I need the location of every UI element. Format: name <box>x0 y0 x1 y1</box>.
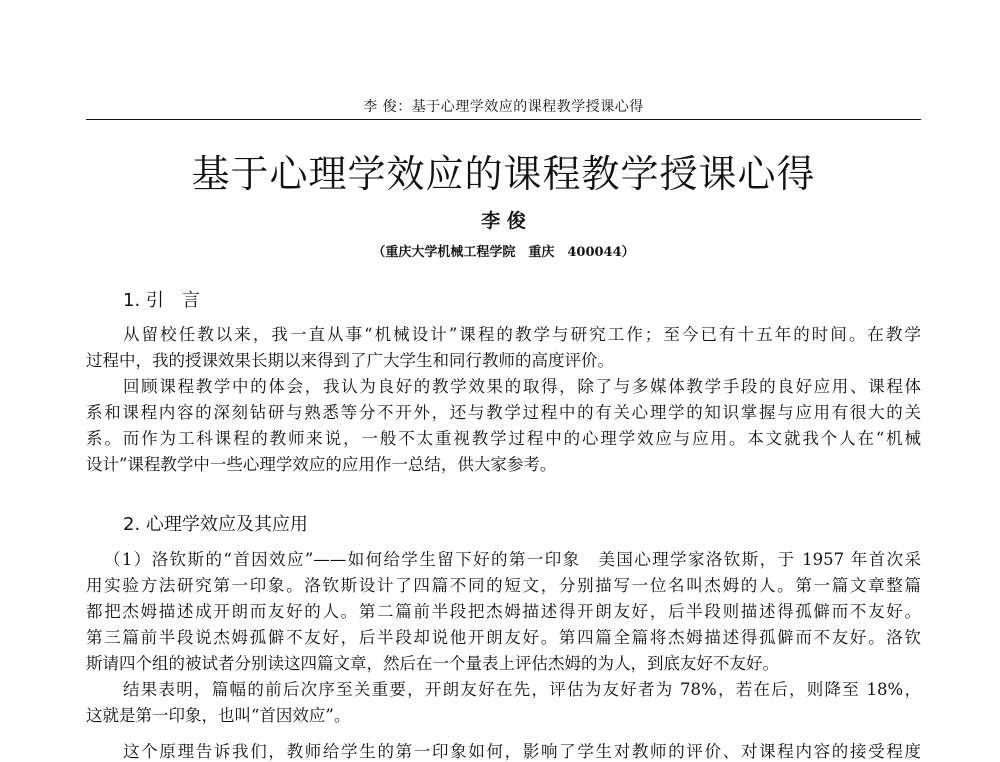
paragraph-line: 第三篇前半段说杰姆孤僻不友好，后半段却说他开朗友好。第四篇全篇将杰姆描述得孤僻而不友好。洛钦 <box>86 628 921 647</box>
paragraph-line: 系和课程内容的深刻钻研与熟悉等分不开外，还与教学过程中的有关心理学的知识掌握与应用有很大的关 <box>86 403 921 422</box>
paragraph-line: 系。而作为工科课程的教师来说，一般不太重视教学过程中的心理学效应与应用。本文就我个人在“机械 <box>86 429 921 448</box>
paragraph-line: 这个原理告诉我们，教师给学生的第一印象如何，影响了学生对教师的评价、对课程内容的接受程度 <box>123 742 921 761</box>
paragraph-line: 过程中，我的授课效果长期以来得到了广大学生和同行教师的高度评价。 <box>86 351 614 370</box>
paper-title: 基于心理学效应的课程教学授课心得 <box>191 152 816 196</box>
paragraph-line: 设计”课程教学中一些心理学效应的应用作一总结，供大家参考。 <box>86 455 557 474</box>
section-heading-introduction: 1. 引 言 <box>123 290 200 311</box>
paragraph-line: 回顾课程教学中的体会，我认为良好的教学效果的取得，除了与多媒体教学手段的良好应用、课程体 <box>123 377 921 396</box>
author-affiliation: （重庆大学机械工程学院 重庆 400044） <box>372 245 635 260</box>
author-name: 李 俊 <box>481 210 526 232</box>
paragraph-line: 从留校任教以来，我一直从事“机械设计”课程的教学与研究工作；至今已有十五年的时间。在教学 <box>123 325 921 344</box>
running-header: 李 俊：基于心理学效应的课程教学授课心得 <box>363 99 644 115</box>
section-heading-psychology-effects: 2. 心理学效应及其应用 <box>123 514 308 535</box>
paragraph-line: 都把杰姆描述成开朗而友好的人。第二篇前半段把杰姆描述得开朗友好，后半段则描述得孤僻而不友好。 <box>86 602 921 621</box>
header-rule <box>86 119 921 120</box>
paragraph-line: 斯请四个组的被试者分别读这四篇文章，然后在一个量表上评估杰姆的为人，到底友好不友好。 <box>86 654 779 673</box>
paragraph-line: 用实验方法研究第一印象。洛钦斯设计了四篇不同的短文，分别描写一位名叫杰姆的人。第一篇文章整篇 <box>86 576 921 595</box>
paragraph-line: 这就是第一印象，也叫“首因效应”。 <box>86 706 351 725</box>
paragraph-line: 结果表明，篇幅的前后次序至关重要，开朗友好在先，评估为友好者为 78%，若在后，则降至 18%， <box>123 680 921 699</box>
paragraph-line: （1）洛钦斯的“首因效应”——如何给学生留下好的第一印象 美国心理学家洛钦斯，于 1957 年首次采 <box>104 550 921 569</box>
